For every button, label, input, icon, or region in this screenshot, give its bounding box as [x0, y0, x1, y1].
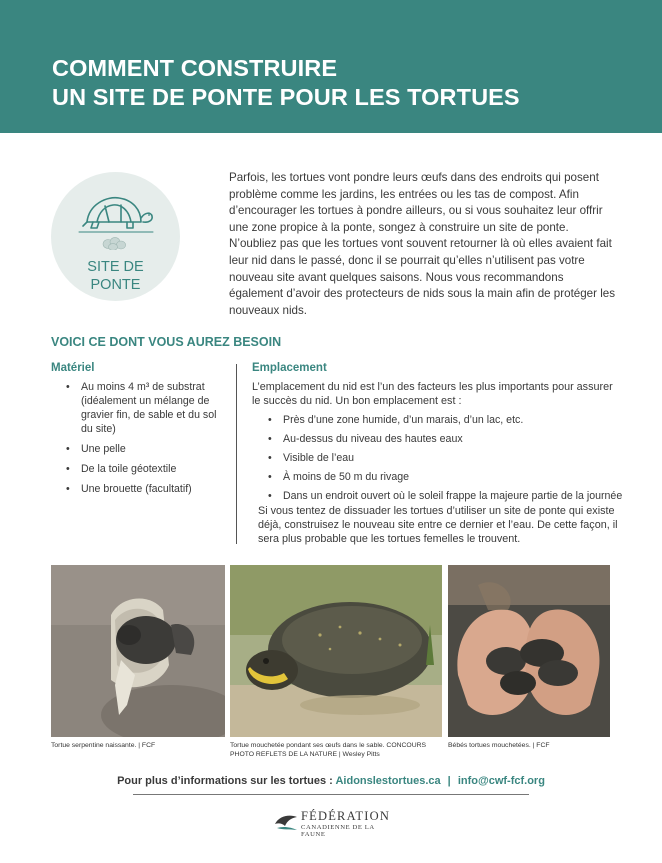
- emplacement-item: • Près d’une zone humide, d’un marais, d’un lac, etc.: [268, 413, 628, 427]
- turtle-icon: [75, 188, 155, 250]
- emplacement-intro: L’emplacement du nid est l’un des facteurs les plus importants pour assurer le succès du nid. Un bon emplacement est :: [252, 381, 613, 408]
- page-title: [52, 54, 520, 112]
- badge-label: [51, 258, 180, 294]
- photo-baby-turtles: [448, 565, 610, 737]
- photo-caption: Bébés tortues mouchetées. | FCF: [448, 742, 550, 749]
- header-banner: [0, 0, 662, 133]
- photo-blandings-turtle: [230, 565, 442, 737]
- footer-info: [0, 775, 662, 787]
- site-de-ponte-badge: [51, 172, 180, 301]
- cwf-bird-icon: [273, 808, 299, 834]
- emplacement-outro: Si vous tentez de dissuader les tortues d’utiliser un site de ponte qui existe déjà, construisez le nouveau site entre ce dernier et l’eau. De cette façon, il sera plus probable que les tortues femelles le trouvent.: [258, 505, 618, 546]
- column-divider: [236, 364, 237, 544]
- emplacement-list: [268, 413, 628, 508]
- emplacement-item: • Visible de l’eau: [268, 451, 628, 465]
- website-link[interactable]: Aidonslestortues.ca: [335, 775, 441, 787]
- emplacement-item: • À moins de 50 m du rivage: [268, 470, 628, 484]
- logo-name-line-2: CANADIENNE DE LA FAUNE: [301, 824, 375, 838]
- photo-caption: Tortue mouchetée pondant ses œufs dans le sable. CONCOURS PHOTO REFLETS DE LA NATURE | Wesley Pitts: [230, 742, 427, 758]
- cwf-logo: [268, 806, 398, 836]
- materiel-item: • De la toile géotextile: [66, 462, 226, 476]
- footer-separator: |: [447, 775, 451, 787]
- intro-paragraph: Parfois, les tortues vont pondre leurs œufs dans des endroits qui posent problème comme les jardins, les entrées ou les tas de compost. Afin d’encourager les tortues à pondre ailleurs, ou si vous souhaitez leur offrir une zone propice à la ponte, songez à construire un site de ponte. N’oubliez pas que les tortues vont souvent retourner là où elles avaient fait leur nid dans le passé, donc il se pourrait qu’elles n’utilisent pas votre nouveau site avant quelques saisons. Nous vous recommandons également d’avoir des protecteurs de nids sous la main afin de protéger les nouveaux nids.: [229, 171, 616, 317]
- materiel-title: Matériel: [51, 362, 95, 374]
- photo-caption: Tortue serpentine naissante. | FCF: [51, 742, 156, 749]
- needs-section-title: VOICI CE DONT VOUS AUREZ BESOIN: [51, 335, 282, 349]
- badge-label-line-2: PONTE: [90, 277, 141, 293]
- materiel-item: • Une pelle: [66, 442, 226, 456]
- badge-label-line-1: SITE DE: [87, 259, 144, 275]
- footer-divider: [133, 794, 529, 795]
- title-line-1: COMMENT CONSTRUIRE: [52, 55, 338, 81]
- emplacement-item: • Au-dessus du niveau des hautes eaux: [268, 432, 628, 446]
- materiel-item: • Une brouette (facultatif): [66, 482, 226, 496]
- materiel-item: • Au moins 4 m³ de substrat (idéalement un mélange de gravier fin, de sable et du sol du site): [66, 380, 226, 436]
- photo-hatchling: [51, 565, 225, 737]
- emplacement-item: • Dans un endroit ouvert où le soleil frappe la majeure partie de la journée: [268, 489, 628, 503]
- emplacement-title: Emplacement: [252, 362, 327, 374]
- footer-prefix: Pour plus d’informations sur les tortues :: [117, 775, 333, 787]
- materiel-list: [66, 380, 226, 502]
- title-line-2: UN SITE DE PONTE POUR LES TORTUES: [52, 84, 520, 110]
- logo-name-line-1: FÉDÉRATION: [301, 809, 391, 823]
- email-link[interactable]: info@cwf-fcf.org: [457, 775, 545, 787]
